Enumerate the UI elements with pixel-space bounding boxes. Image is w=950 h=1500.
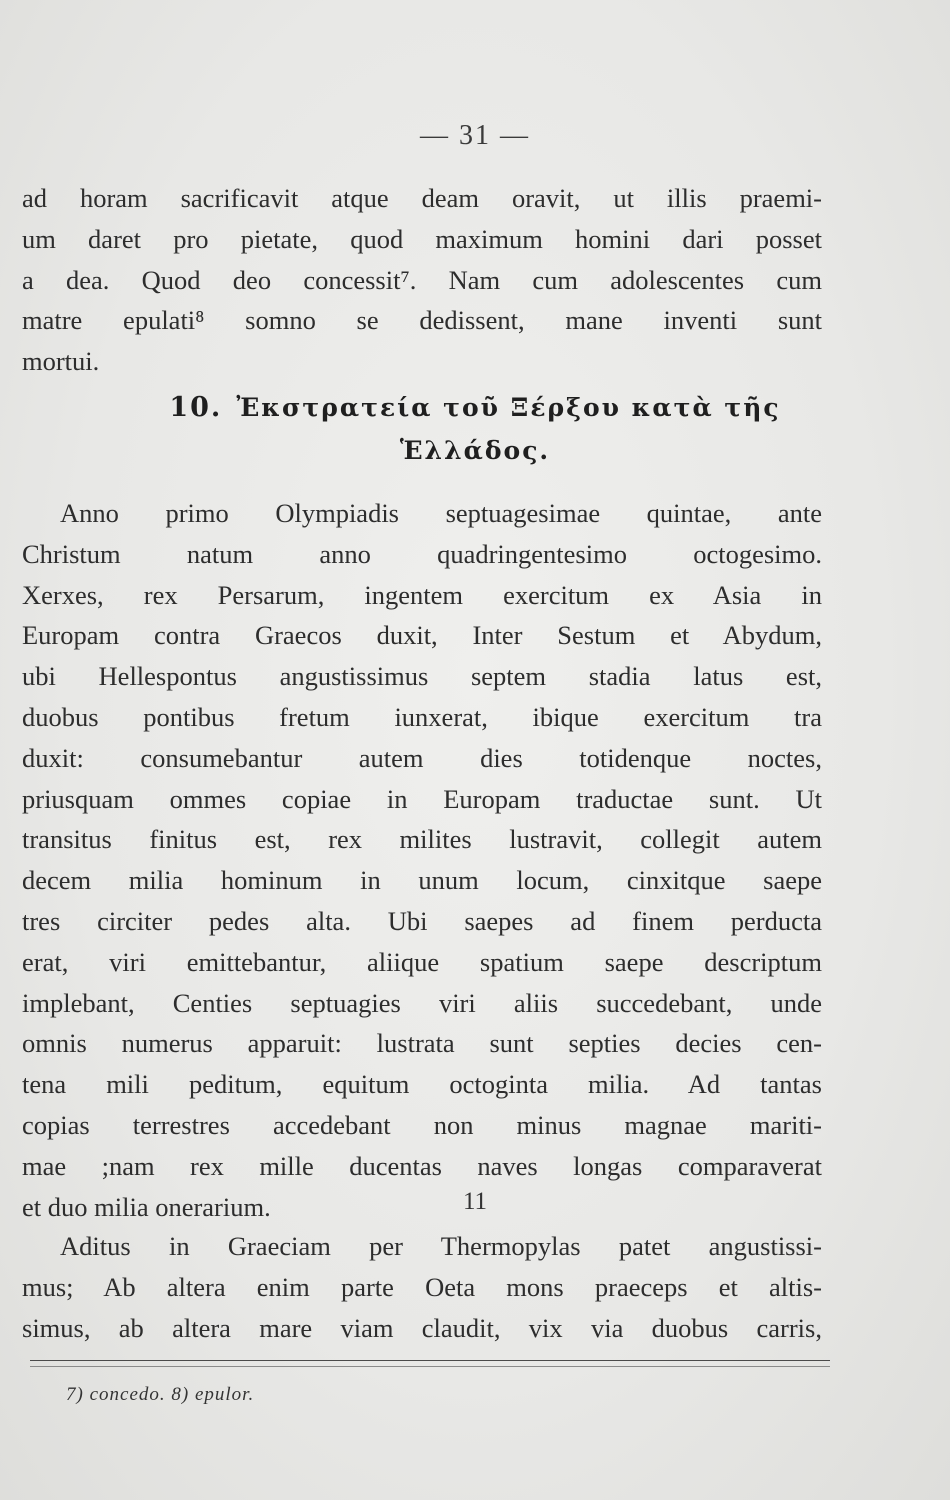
- text-line: et duo milia onerarium.: [22, 1191, 271, 1222]
- text-line: Xerxes, rex Persarum, ingentem exercitum ex Asia in: [22, 579, 822, 610]
- page-number: — 31 —: [420, 120, 530, 151]
- section-heading-title-line2: Ἑλλάδος.: [399, 436, 551, 465]
- text-line: Europam contra Graecos duxit, Inter Sestum et Abydum,: [22, 620, 822, 651]
- paragraph-3: [22, 1226, 822, 1348]
- section-heading: [0, 392, 950, 423]
- footnote-divider: [30, 1360, 830, 1361]
- paragraph-1: [22, 178, 822, 382]
- footnote-divider-secondary: [30, 1366, 830, 1367]
- text-line: duxit: consumebantur autem dies totidenque noctes,: [22, 742, 822, 773]
- section-number: 11: [462, 1188, 488, 1215]
- text-line: mortui.: [22, 346, 100, 377]
- text-line: ad horam sacrificavit atque deam oravit, ut illis praemi-: [22, 183, 822, 213]
- text-line: Christum natum anno quadringentesimo octogesimo.: [22, 538, 822, 569]
- text-line: Anno primo Olympiadis septuagesimae quintae, ante: [60, 498, 822, 528]
- text-line: matre epulati⁸ somno se dedissent, mane inventi sunt: [22, 305, 822, 336]
- paragraph-2: [22, 493, 822, 1227]
- text-line: implebant, Centies septuagies viri aliis succedebant, unde: [22, 987, 822, 1018]
- section-heading-number: 10.: [169, 392, 223, 423]
- footnotes: 7) concedo. 8) epulor.: [66, 1384, 255, 1405]
- text-line: erat, viri emittebantur, aliique spatium saepe descriptum: [22, 946, 822, 977]
- text-line: ubi Hellespontus angustissimus septem stadia latus est,: [22, 661, 822, 692]
- text-line: omnis numerus apparuit: lustrata sunt septies decies cen-: [22, 1028, 822, 1059]
- text-line: mae ;nam rex mille ducentas naves longas comparaverat: [22, 1150, 822, 1181]
- text-line: transitus finitus est, rex milites lustravit, collegit autem: [22, 824, 822, 855]
- text-line: mus; Ab altera enim parte Oeta mons praeceps et altis-: [22, 1271, 822, 1302]
- text-line: simus, ab altera mare viam claudit, vix via duobus carris,: [22, 1312, 822, 1343]
- text-line: tres circiter pedes alta. Ubi saepes ad finem perducta: [22, 905, 822, 936]
- text-line: duobus pontibus fretum iunxerat, ibique exercitum tra: [22, 701, 822, 732]
- text-line: decem milia hominum in unum locum, cinxitque saepe: [22, 865, 822, 896]
- text-line: tena mili peditum, equitum octoginta milia. Ad tantas: [22, 1069, 822, 1100]
- text-line: Aditus in Graeciam per Thermopylas patet angustissi-: [60, 1231, 822, 1261]
- text-line: priusquam ommes copiae in Europam traductae sunt. Ut: [22, 783, 822, 814]
- text-line: a dea. Quod deo concessit⁷. Nam cum adolescentes cum: [22, 264, 822, 295]
- text-line: um daret pro pietate, quod maximum homini dari posset: [22, 223, 822, 254]
- section-heading-title-line1: Ἐκστρατεία τοῦ Ξέρξου κατὰ τῆς: [236, 393, 781, 422]
- text-line: copias terrestres accedebant non minus magnae mariti-: [22, 1109, 822, 1140]
